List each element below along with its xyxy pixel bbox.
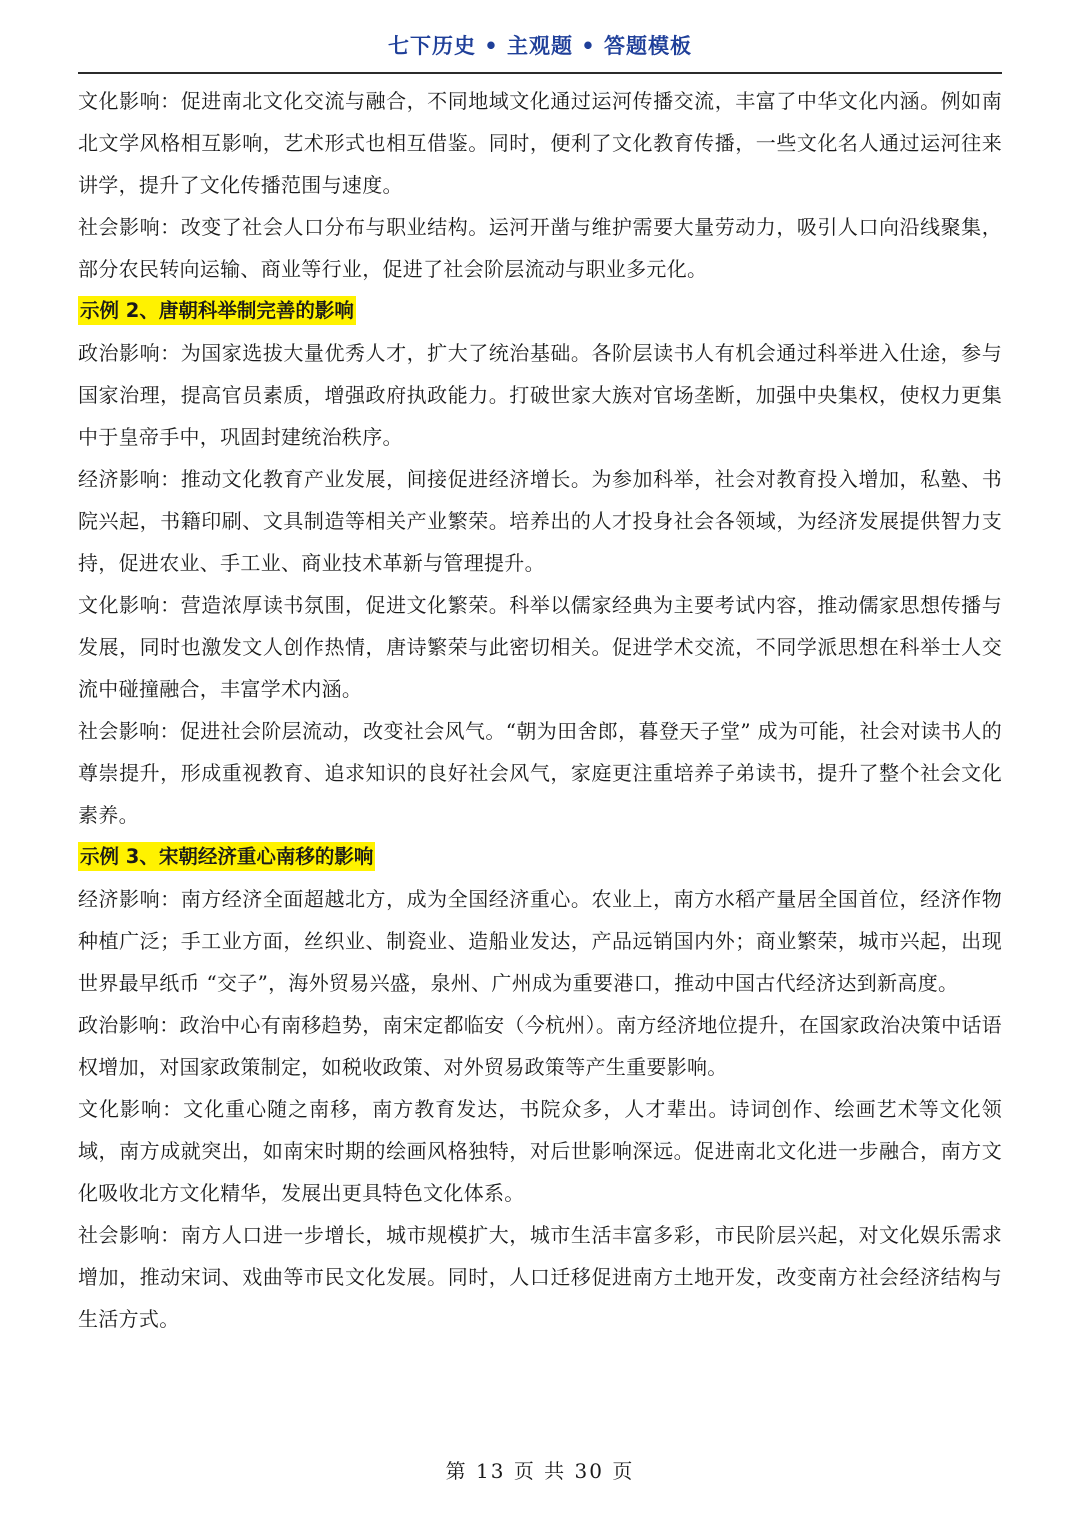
paragraph-cultural-impact: 文化影响：文化重心随之南移，南方教育发达，书院众多，人才辈出。诗词创作、绘画艺术等文化领域，南方成就突出，如南宋时期的绘画风格独特，对后世影响深远。促进南北文化进一步融合，南方文化吸收北方文化精华，发展出更具特色文化体系。 — [78, 1097, 1002, 1205]
paragraph-political-impact: 政治影响：为国家选拔大量优秀人才，扩大了统治基础。各阶层读书人有机会通过科举进入仕途，参与国家治理，提高官员素质，增强政府执政能力。打破世家大族对官场垄断，加强中央集权，使权力更集中于皇帝手中，巩固封建统治秩序。 — [78, 341, 1002, 449]
section-example-3 — [78, 836, 1002, 1340]
paragraph-social-impact: 社会影响：南方人口进一步增长，城市规模扩大，城市生活丰富多彩，市民阶层兴起，对文化娱乐需求增加，推动宋词、戏曲等市民文化发展。同时，人口迁移促进南方土地开发，改变南方社会经济结构与生活方式。 — [78, 1223, 1002, 1331]
paragraph-political-impact: 政治影响：政治中心有南移趋势，南宋定都临安（今杭州）。南方经济地位提升，在国家政治决策中话语权增加，对国家政策制定，如税收政策、对外贸易政策等产生重要影响。 — [78, 1013, 1002, 1079]
page-footer: 第 13 页 共 30 页 — [445, 1459, 635, 1483]
paragraph-social-impact: 社会影响：促进社会阶层流动，改变社会风气。“朝为田舍郎，暮登天子堂” 成为可能，社会对读书人的尊崇提升，形成重视教育、追求知识的良好社会风气，家庭更注重培养子弟读书，提升了整个社会文化素养。 — [78, 719, 1002, 827]
section-example-2 — [78, 290, 1002, 836]
paragraph-cultural-impact: 文化影响：营造浓厚读书氛围，促进文化繁荣。科举以儒家经典为主要考试内容，推动儒家思想传播与发展，同时也激发文人创作热情，唐诗繁荣与此密切相关。促进学术交流，不同学派思想在科举士人交流中碰撞融合，丰富学术内涵。 — [78, 593, 1002, 701]
paragraph-social-impact: 社会影响：改变了社会人口分布与职业结构。运河开凿与维护需要大量劳动力，吸引人口向沿线聚集，部分农民转向运输、商业等行业，促进了社会阶层流动与职业多元化。 — [78, 215, 1002, 281]
page-title: 七下历史 • 主观题 • 答题模板 — [387, 34, 693, 58]
paragraph-economic-impact: 经济影响：推动文化教育产业发展，间接促进经济增长。为参加科举，社会对教育投入增加，私塾、书院兴起，书籍印刷、文具制造等相关产业繁荣。培养出的人才投身社会各领域，为经济发展提供智力支持，促进农业、手工业、商业技术革新与管理提升。 — [78, 467, 1002, 575]
paragraph-economic-impact: 经济影响：南方经济全面超越北方，成为全国经济重心。农业上，南方水稻产量居全国首位，经济作物种植广泛；手工业方面，丝织业、制瓷业、造船业发达，产品远销国内外；商业繁荣，城市兴起，出现世界最早纸币 “交子”，海外贸易兴盛，泉州、广州成为重要港口，推动中国古代经济达到新高度。 — [78, 887, 1002, 995]
page-header — [78, 28, 1002, 74]
document-body — [78, 80, 1002, 1340]
section-heading — [78, 290, 1002, 332]
section-continued — [78, 80, 1002, 290]
section-heading — [78, 836, 1002, 878]
highlighted-heading-text: 示例 2、唐朝科举制完善的影响 — [78, 296, 356, 325]
paragraph-cultural-impact: 文化影响：促进南北文化交流与融合，不同地域文化通过运河传播交流，丰富了中华文化内涵。例如南北文学风格相互影响，艺术形式也相互借鉴。同时，便利了文化教育传播，一些文化名人通过运河往来讲学，提升了文化传播范围与速度。 — [78, 89, 1002, 197]
highlighted-heading-text: 示例 3、宋朝经济重心南移的影响 — [78, 842, 375, 871]
